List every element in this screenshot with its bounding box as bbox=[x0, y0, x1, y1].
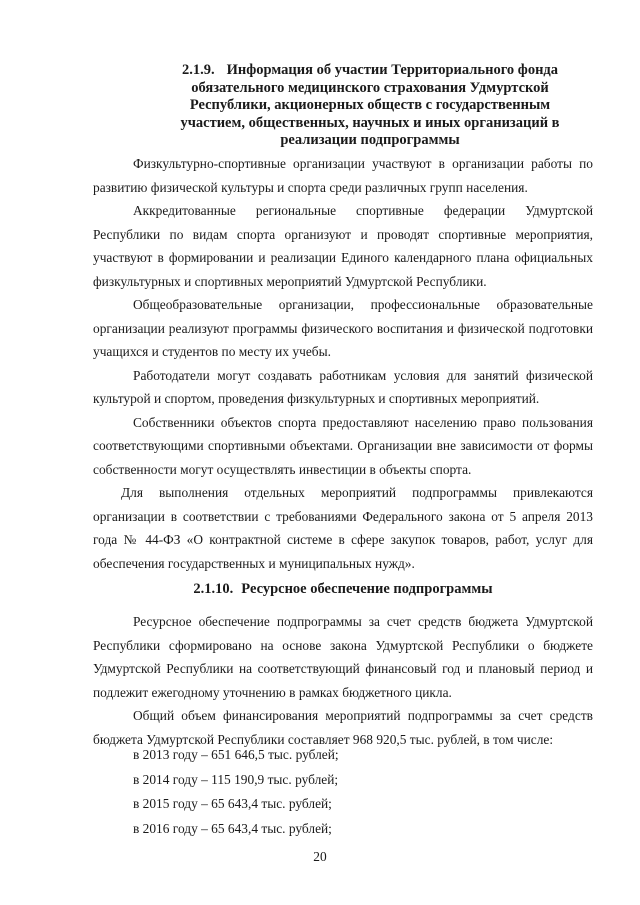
section-title-line: Информация об участии Территориального фонда bbox=[226, 62, 559, 78]
section-heading bbox=[150, 62, 590, 150]
list-item: в 2013 году – 651 646,5 тыс. рублей; bbox=[133, 747, 339, 762]
paragraph: Аккредитованные региональные спортивные федерации Удмуртской Республики по видам спорта организуют и проводят спортивные мероприятия, участвуют в формировании и реализации Единого календарного плана официальных физкультурных и спортивных мероприятий Удмуртской Республики. bbox=[93, 203, 593, 289]
subsection-title: Ресурсное обеспечение подпрограммы bbox=[241, 581, 493, 597]
list-item: в 2016 году – 65 643,4 тыс. рублей; bbox=[133, 820, 332, 836]
page-number: 20 bbox=[313, 849, 327, 864]
list-item: в 2015 году – 65 643,4 тыс. рублей; bbox=[133, 796, 332, 811]
funding-by-year-list bbox=[133, 743, 533, 841]
paragraph: Для выполнения отдельных мероприятий подпрограммы привлекаются организации в соответствии с требованиями Федерального закона от 5 апреля 2013 года № 44-ФЗ «О контрактной системе в сфере закупок товаров, работ, услуг для обеспечения государственных и муниципальных нужд». bbox=[93, 485, 593, 571]
paragraph: Работодатели могут создавать работникам условия для занятий физической культурой и спортом, проведения физкультурных и спортивных мероприятий. bbox=[93, 367, 593, 406]
body-text-top bbox=[93, 152, 593, 575]
section-number: 2.1.9. bbox=[181, 62, 215, 78]
section-title-line: реализации подпрограммы bbox=[280, 132, 460, 148]
section-title-line: Республики, акционерных обществ с государственным bbox=[189, 97, 551, 113]
section-title-line: обязательного медицинского страхования Удмуртской bbox=[191, 79, 549, 96]
list-item: в 2014 году – 115 190,9 тыс. рублей; bbox=[133, 771, 339, 787]
subsection-heading bbox=[93, 580, 593, 598]
section-title-line: участием, общественных, научных и иных организаций в bbox=[180, 114, 560, 131]
body-text-bottom bbox=[93, 610, 593, 751]
paragraph: Собственники объектов спорта предоставляют населению право пользования соответствующими спортивными объектами. Организации вне зависимости от формы собственности могут осуществлять инвестиции в объекты спорта. bbox=[93, 414, 593, 477]
paragraph: Общий объем финансирования мероприятий подпрограммы за счет средств бюджета Удмуртской Республики составляет 968 920,5 тыс. рублей, в том числе: bbox=[93, 708, 593, 747]
paragraph: Ресурсное обеспечение подпрограммы за счет средств бюджета Удмуртской Республики сформировано на основе закона Удмуртской Республики о бюджете Удмуртской Республики на соответствующий финансовый год и плановый период и подлежит ежегодному уточнению в рамках бюджетного цикла. bbox=[93, 614, 593, 700]
subsection-number: 2.1.10. bbox=[193, 581, 234, 597]
paragraph: Физкультурно-спортивные организации участвуют в организации работы по развитию физической культуры и спорта среди различных групп населения. bbox=[93, 156, 593, 195]
paragraph: Общеобразовательные организации, профессиональные образовательные организации реализуют программы физического воспитания и физической подготовки учащихся и студентов по месту их учебы. bbox=[93, 297, 593, 359]
